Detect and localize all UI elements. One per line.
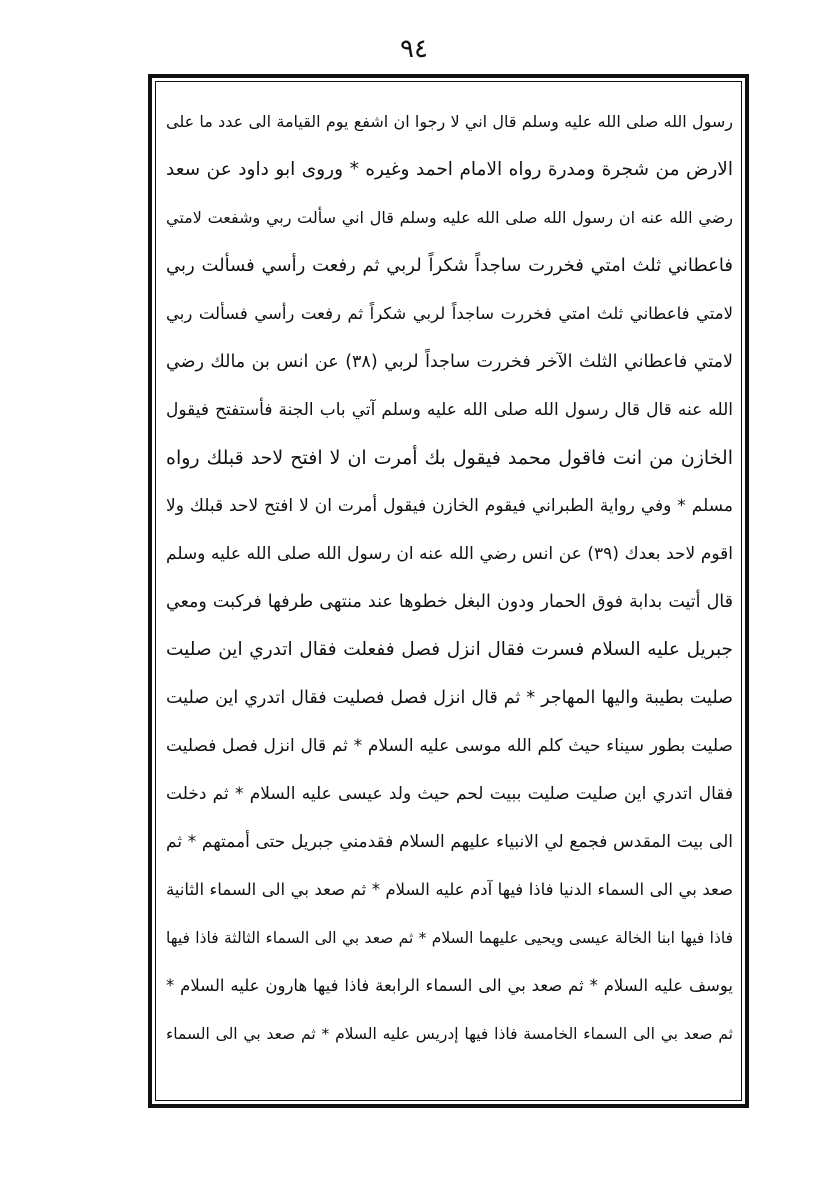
text-line: رسول الله صلى الله عليه وسلم قال اني لا رجوا ان اشفع يوم القيامة الى عدد ما على (166, 112, 733, 131)
text-line: مسلم * وفي رواية الطبراني فيقوم الخازن فيقول أمرت ان لا افتح لاحد قبلك ولا (166, 496, 733, 516)
page-frame (148, 74, 749, 1108)
text-line: الارض من شجرة ومدرة رواه الامام احمد وغيره * وروى ابو داود عن سعد (166, 159, 733, 180)
page-number: ٩٤ (400, 34, 428, 64)
text-line: صليت بطيبة واليها المهاجر * ثم قال انزل فصل فصليت فقال اتدري اين صليت (166, 688, 733, 708)
text-line: صليت بطور سيناء حيث كلم الله موسى عليه السلام * ثم قال انزل فصل فصليت (166, 736, 733, 756)
text-line: فاذا فيها ابنا الخالة عيسى ويحيى عليهما السلام * ثم صعد بي الى السماء الثالثة فاذا فيها (166, 929, 733, 947)
text-line: لامتي فاعطاني الثلث الآخر فخررت ساجداً لربي (٣٨) عن انس بن مالك رضي (166, 352, 733, 372)
text-line: فقال اتدري اين صليت صليت ببيت لحم حيث ولد عيسى عليه السلام * ثم دخلت (166, 784, 733, 804)
text-line: الله عنه قال قال رسول الله صلى الله عليه وسلم آتي باب الجنة فأستفتح فيقول (166, 400, 733, 420)
text-line: فاعطاني ثلث امتي فخررت ساجداً شكراً لربي ثم رفعت رأسي فسألت ربي (166, 255, 733, 276)
text-line: الى بيت المقدس فجمع لي الانبياء عليهم السلام فقدمني جبريل حتى أممتهم * ثم (166, 832, 733, 852)
text-line: جبريل عليه السلام فسرت فقال انزل فصل ففعلت فقال اتدري اين صليت (166, 639, 733, 660)
text-line: يوسف عليه السلام * ثم صعد بي الى السماء الرابعة فاذا فيها هارون عليه السلام * (166, 976, 733, 995)
body-text (166, 98, 733, 1058)
text-line: اقوم لاحد بعدك (٣٩) عن انس رضي الله عنه ان رسول الله صلى الله عليه وسلم (166, 544, 733, 564)
text-line: صعد بي الى السماء الدنيا فاذا فيها آدم عليه السلام * ثم صعد بي الى السماء الثانية (166, 880, 733, 899)
text-line: رضي الله عنه ان رسول الله صلى الله عليه وسلم قال اني سألت ربي وشفعت لامتي (166, 208, 733, 227)
text-line: ثم صعد بي الى السماء الخامسة فاذا فيها إدريس عليه السلام * ثم صعد بي الى السماء (166, 1025, 733, 1043)
text-line: قال أتيت بدابة فوق الحمار ودون البغل خطوها عند منتهى طرفها فركبت ومعي (166, 592, 733, 612)
text-line: الخازن من انت فاقول محمد فيقول بك أمرت ان لا افتح لاحد قبلك رواه (166, 447, 733, 469)
text-line: لامتي فاعطاني ثلث امتي فخررت ساجداً لربي شكراً ثم رفعت رأسي فسألت ربي (166, 304, 733, 323)
